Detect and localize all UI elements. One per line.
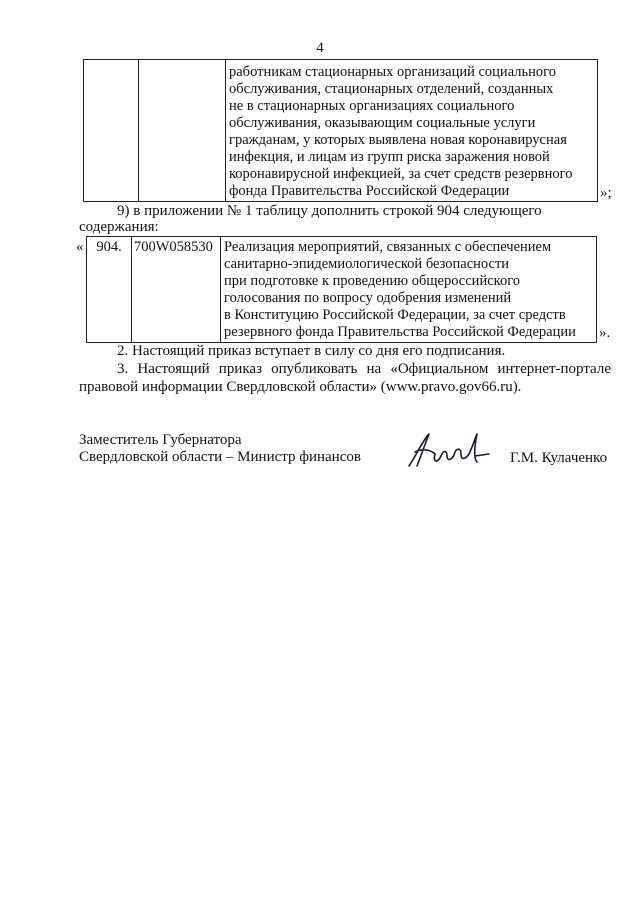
table-cell-empty [139,60,226,202]
text-line: в Конституцию Российской Федерации, за счет средств [224,307,566,323]
text-line: санитарно-эпидемиологической безопасности [224,256,510,272]
table-row [87,237,597,343]
item-9-paragraph [79,203,611,221]
text-line: Реализация мероприятий, связанных с обеспечением [224,239,552,255]
table-row [84,60,598,202]
item-3-line: 3. Настоящий приказ опубликовать на «Официальном интернет-портале [117,361,611,377]
text-line: инфекция, и лицам из групп риска заражения новой [229,149,550,165]
signatory-position: Свердловской области – Министр финансов [79,449,361,465]
closing-quote-mark: »; [600,185,612,201]
opening-quote-mark: « [76,239,84,255]
item-9-paragraph-end [79,219,611,237]
item-9-line: содержания: [79,219,159,235]
item-9-line: 9) в приложении № 1 таблицу дополнить строкой 904 следующего [117,203,542,219]
table-cell-description [221,237,597,343]
item-3-paragraph-end [79,379,611,397]
table-cell-number: 904. [87,237,132,343]
table-cell-description [226,60,598,202]
table-cell-code: 700W058530 [132,237,221,343]
item-3-paragraph [79,361,611,379]
signatory-name: Г.М. Кулаченко [510,450,608,466]
closing-quote-mark: ». [599,325,611,341]
text-line: при подготовке к проведению общероссийского [224,273,521,289]
item-2-paragraph: 2. Настоящий приказ вступает в силу со дня его подписания. [117,343,506,359]
new-row-table [86,236,597,343]
table-cell-empty [84,60,139,202]
page-number: 4 [316,40,324,56]
text-line: не в стационарных организациях социального [229,98,515,114]
text-line: коронавирусной инфекцией, за счет средств резервного [229,166,573,182]
text-line: обслуживания, оказывающим социальные услуги [229,115,536,131]
text-line: гражданам, у которых выявлена новая коронавирусная [229,132,567,148]
text-line: фонда Правительства Российской Федерации [229,183,510,199]
item-3-line: правовой информации Свердловской области» (www.pravo.gov66.ru). [79,379,522,395]
text-line: резервного фонда Правительства Российской Федерации [224,324,576,340]
text-line: голосования по вопросу одобрения изменений [224,290,512,306]
handwritten-signature [403,428,493,472]
text-line: работникам стационарных организаций социального [229,64,556,80]
text-line: обслуживания, стационарных отделений, созданных [229,81,554,97]
signatory-position: Заместитель Губернатора [79,432,242,448]
continued-table [83,59,598,202]
